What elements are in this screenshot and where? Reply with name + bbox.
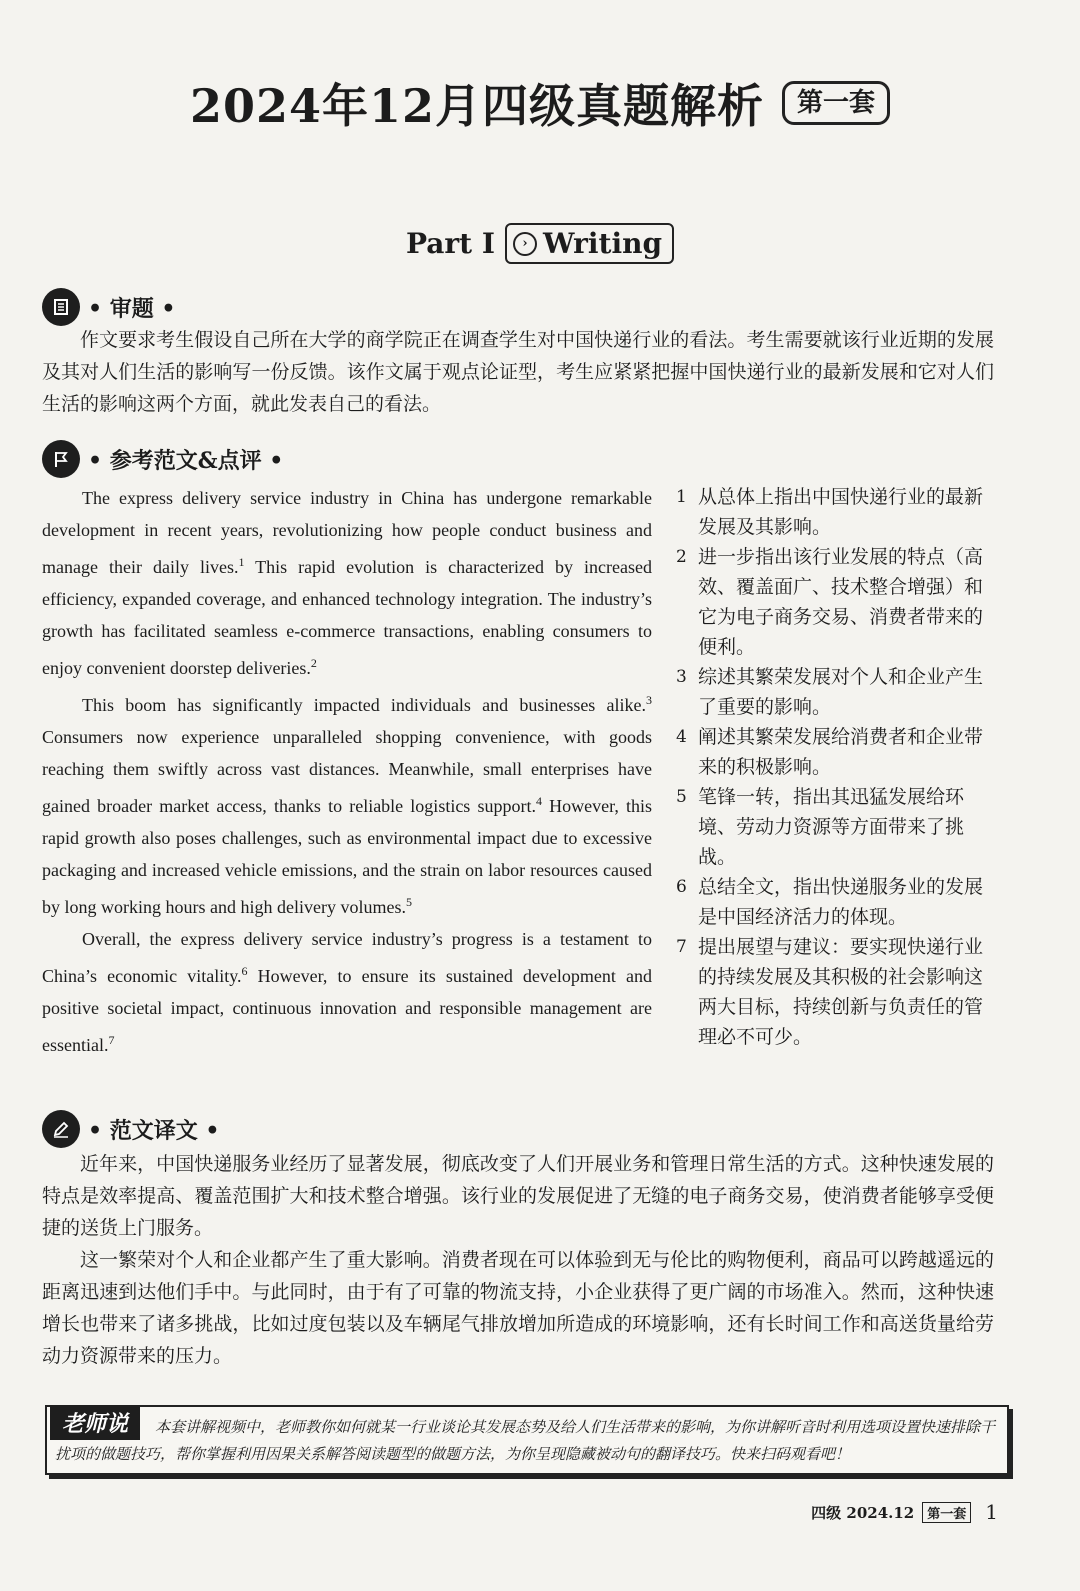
section-name: Writing (542, 227, 663, 260)
model-heading-label: • 参考范文&点评 • (88, 447, 284, 474)
note-item (676, 722, 996, 782)
essay-paragraph (42, 923, 652, 1061)
note-item (676, 932, 996, 1052)
review-heading-label: • 审题 • (88, 295, 176, 322)
flag-icon (42, 440, 80, 478)
teacher-tag: 老师说 (50, 1405, 140, 1440)
arrow-right-icon: › (513, 232, 537, 256)
note-text: 从总体上指出中国快递行业的最新发展及其影响。 (698, 486, 984, 538)
footer-set: 第一套 (922, 1502, 971, 1523)
part-heading (0, 223, 1080, 264)
note-text: 提出展望与建议：要实现快递行业的持续发展及其积极的社会影响这两大目标，持续创新与负责任的管理必不可少。 (698, 936, 984, 1048)
note-item (676, 872, 996, 932)
note-text: 笔锋一转，指出其迅猛发展给环境、劳动力资源等方面带来了挑战。 (698, 786, 965, 868)
note-number: 7 (676, 937, 687, 957)
essay-sentence: The express delivery service industry in China has undergone remarkable development in recent years, revolutionizing how people conduct business and manage their daily lives. (42, 488, 652, 577)
page-title: 2024年12月四级真题解析 (189, 79, 765, 133)
note-number: 4 (676, 727, 687, 747)
note-ref: 7 (108, 1033, 115, 1047)
note-item (676, 782, 996, 872)
page-footer (811, 1500, 998, 1524)
note-item (676, 542, 996, 662)
note-item (676, 662, 996, 722)
review-text: 作文要求考生假设自己所在大学的商学院正在调查学生对中国快递行业的看法。考生需要就该行业近期的发展及其对人们生活的影响写一份反馈。该作文属于观点论证型，考生应紧紧把握中国快递行业的最新发展和它对人们生活的影响这两个方面，就此发表自己的看法。 (42, 329, 994, 415)
review-heading (42, 288, 175, 326)
translation-text (42, 1148, 994, 1372)
essay-sentence: However, this rapid growth also poses challenges, such as environmental impact due to excessive packaging and increased vehicle emissions, and the strain on labor resources caused by long working hours and high delivery volumes. (42, 796, 652, 917)
notebook-icon (42, 288, 80, 326)
set-badge: 第一套 (782, 81, 890, 125)
note-number: 3 (676, 667, 687, 687)
essay-sentence: This rapid evolution is characterized by increased efficiency, expanded coverage, and enhanced technology integration. The industry’s growth has facilitated seamless e-commerce transactions, enabling consumers to enjoy convenient doorstep deliveries. (42, 557, 652, 678)
note-item (676, 482, 996, 542)
essay-paragraph (42, 482, 652, 684)
model-essay (42, 482, 652, 1061)
note-text: 阐述其繁荣发展给消费者和企业带来的积极影响。 (698, 726, 984, 778)
note-ref: 4 (535, 794, 542, 808)
note-number: 5 (676, 787, 687, 807)
essay-sentence: This boom has significantly impacted individuals and businesses alike. (82, 695, 646, 715)
essay-sentence: Overall, the express delivery service industry’s progress is a testament to China’s economic vitality. (42, 929, 652, 986)
note-ref: 6 (241, 964, 248, 978)
translation-paragraph: 这一繁荣对个人和企业都产生了重大影响。消费者现在可以体验到无与伦比的购物便利，商品可以跨越遥远的距离迅速到达他们手中。与此同时，由于有了可靠的物流支持，小企业获得了更广阔的市场准入。然而，这种快速增长也带来了诸多挑战，比如过度包装以及车辆尾气排放增加所造成的环境影响，还有长时间工作和高送货量给劳动力资源带来的压力。 (42, 1249, 994, 1367)
teacher-tip-text: 本套讲解视频中，老师教你如何就某一行业谈论其发展态势及给人们生活带来的影响，为你讲解听音时利用选项设置快速排除干扰项的做题技巧，帮你掌握利用因果关系解答阅读题型的做题方法，为你呈现隐藏被动句的翻译技巧。快来扫码观看吧！ (55, 1418, 996, 1463)
part-label: Part I (405, 227, 495, 260)
footer-label: 四级 2024.12 (811, 1503, 915, 1522)
translation-heading (42, 1110, 219, 1148)
model-heading (42, 440, 283, 478)
note-text: 综述其繁荣发展对个人和企业产生了重要的影响。 (698, 666, 984, 718)
note-text: 进一步指出该行业发展的特点（高效、覆盖面广、技术整合增强）和它为电子商务交易、消费者带来的便利。 (698, 546, 984, 658)
note-ref: 1 (238, 555, 245, 569)
note-ref: 5 (405, 895, 412, 909)
commentary-notes (676, 482, 996, 1052)
pen-icon (42, 1110, 80, 1148)
essay-sentence: However, to ensure its sustained development and positive societal impact, continuous innovation and responsible management are essential. (42, 966, 653, 1055)
page-number: 1 (985, 1500, 998, 1524)
essay-sentence: Consumers now experience unparalleled shopping convenience, with goods reaching them swiftly across vast distances. Meanwhile, small enterprises have gained broader market access, thanks to reliable logistics support. (42, 727, 652, 816)
section-badge (505, 223, 674, 264)
note-ref: 2 (310, 656, 317, 670)
note-text: 总结全文，指出快递服务业的发展是中国经济活力的体现。 (698, 876, 984, 928)
translation-heading-label: • 范文译文 • (88, 1117, 220, 1144)
note-number: 6 (676, 877, 687, 897)
note-ref: 3 (646, 693, 652, 707)
teacher-tip-box (45, 1405, 1009, 1475)
title-row (0, 70, 1080, 136)
translation-paragraph: 近年来，中国快递服务业经历了显著发展，彻底改变了人们开展业务和管理日常生活的方式。这种快速发展的特点是效率提高、覆盖范围扩大和技术整合增强。该行业的发展促进了无缝的电子商务交易，使消费者能够享受便捷的送货上门服务。 (42, 1153, 994, 1239)
essay-paragraph (42, 684, 652, 923)
note-number: 2 (676, 547, 687, 567)
note-number: 1 (676, 487, 687, 507)
